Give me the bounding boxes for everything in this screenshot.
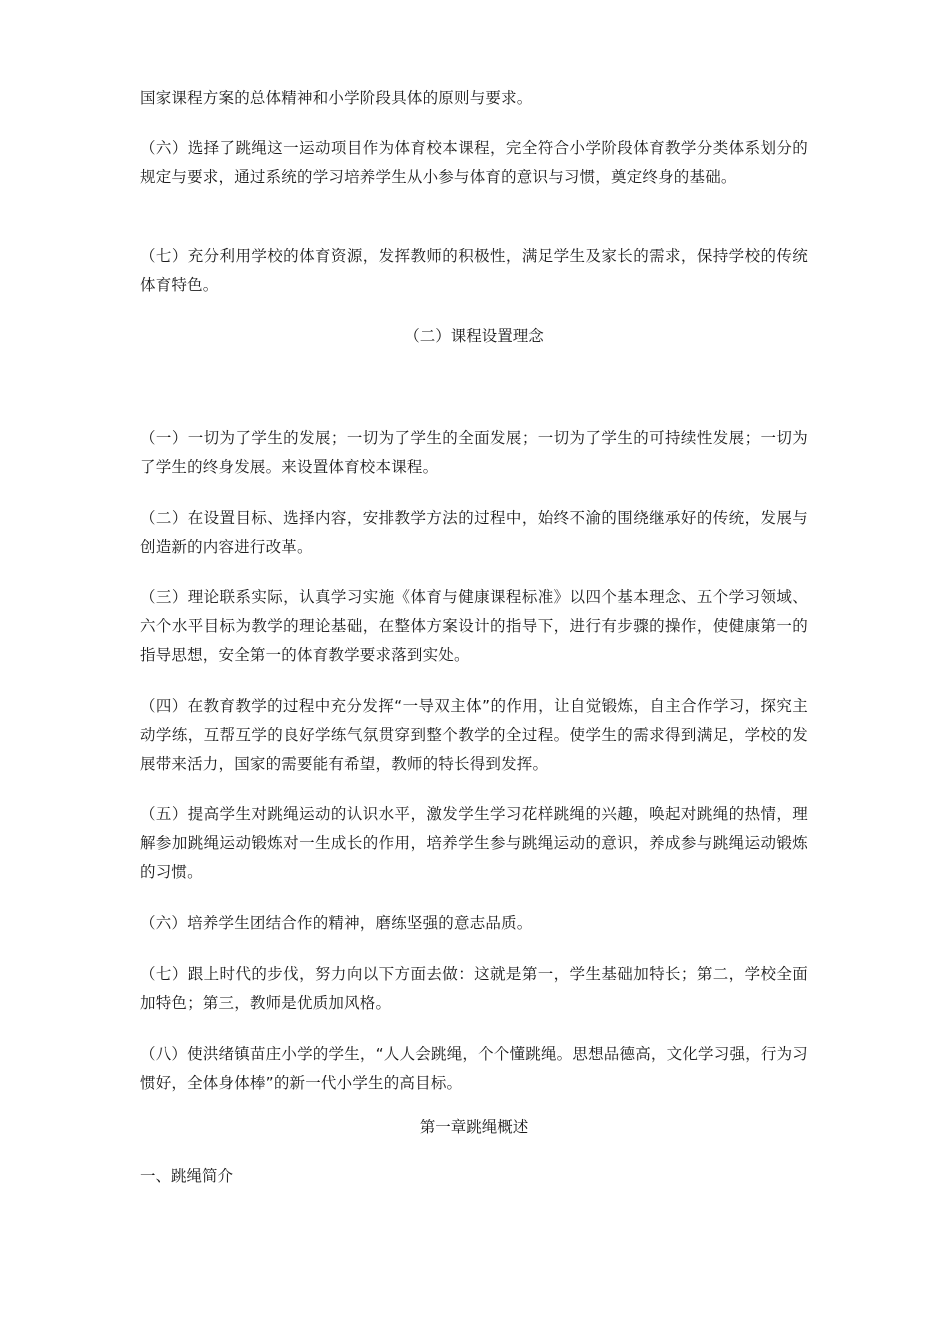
chapter-subheading: 一、跳绳简介	[140, 1167, 234, 1185]
chapter-title: 第一章跳绳概述	[419, 1118, 529, 1136]
philosophy-item-8: （八）使洪绪镇苗庄小学的学生，“人人会跳绳，个个懂跳绳。思想品德高，文化学习强，行为习惯好，全体身体棒”的新一代小学生的高目标。	[140, 1045, 808, 1092]
section-title-course-philosophy: （二）课程设置理念	[404, 327, 544, 345]
philosophy-item-7: （七）跟上时代的步伐，努力向以下方面去做：这就是第一，学生基础加特长；第二，学校全面加特色；第三，教师是优质加风格。	[140, 965, 808, 1012]
philosophy-item-6: （六）培养学生团结合作的精神，磨练坚强的意志品质。	[140, 914, 533, 932]
philosophy-item-5: （五）提高学生对跳绳运动的认识水平，激发学生学习花样跳绳的兴趣，唤起对跳绳的热情，理解参加跳绳运动锻炼对一生成长的作用，培养学生参与跳绳运动的意识，养成参与跳绳运动锻炼的习惯。	[140, 805, 808, 881]
philosophy-item-1: （一）一切为了学生的发展；一切为了学生的全面发展；一切为了学生的可持续性发展；一切为了学生的终身发展。来设置体育校本课程。	[140, 429, 808, 476]
paragraph-seven: （七）充分利用学校的体育资源，发挥教师的积极性，满足学生及家长的需求，保持学校的传统体育特色。	[140, 247, 808, 294]
paragraph-intro: 国家课程方案的总体精神和小学阶段具体的原则与要求。	[140, 89, 533, 107]
paragraph-six: （六）选择了跳绳这一运动项目作为体育校本课程，完全符合小学阶段体育教学分类体系划分的规定与要求，通过系统的学习培养学生从小参与体育的意识与习惯，奠定终身的基础。	[140, 139, 808, 186]
philosophy-item-2: （二）在设置目标、选择内容，安排教学方法的过程中，始终不渝的围绕继承好的传统，发展与创造新的内容进行改革。	[140, 509, 808, 556]
philosophy-item-3: （三）理论联系实际，认真学习实施《体育与健康课程标准》以四个基本理念、五个学习领域、六个水平目标为教学的理论基础，在整体方案设计的指导下，进行有步骤的操作，使健康第一的指导思想，安全第一的体育教学要求落到实处。	[140, 588, 808, 664]
philosophy-item-4: （四）在教育教学的过程中充分发挥“一导双主体”的作用，让自觉锻炼，自主合作学习，探究主动学练，互帮互学的良好学练气氛贯穿到整个教学的全过程。使学生的需求得到满足，学校的发展带来活力，国家的需要能有希望，教师的特长得到发挥。	[140, 697, 808, 773]
